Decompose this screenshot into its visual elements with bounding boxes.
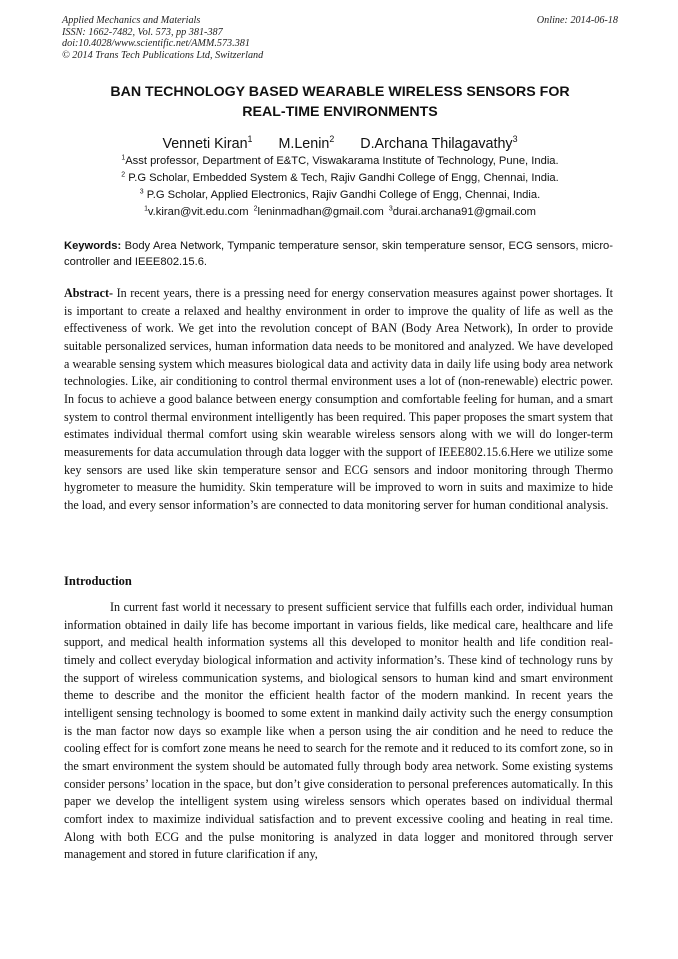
affiliation bbox=[62, 153, 618, 170]
introduction-heading: Introduction bbox=[64, 574, 132, 588]
author-superscript: 2 bbox=[329, 134, 335, 145]
journal-header bbox=[62, 15, 618, 61]
affiliations bbox=[62, 153, 618, 221]
keywords-text: Body Area Network, Tympanic temperature sensor, skin temperature sensor, ECG sensors, micro-controller and IEEE802.15.6. bbox=[64, 240, 614, 268]
journal-copyright: © 2014 Trans Tech Publications Ltd, Switzerland bbox=[62, 49, 264, 61]
email-superscript: 2 bbox=[253, 205, 258, 213]
author-list bbox=[62, 135, 618, 153]
email-address: v.kiran@vit.edu.com bbox=[147, 206, 249, 218]
email-superscript: 1 bbox=[144, 205, 148, 213]
email-list bbox=[62, 204, 618, 221]
email bbox=[389, 206, 536, 218]
affiliation-text: Asst professor, Department of E&TC, Viswakarama Institute of Technology, Pune, India. bbox=[125, 155, 559, 167]
affiliation-superscript: 1 bbox=[121, 154, 126, 162]
email bbox=[144, 206, 249, 218]
abstract-paragraph bbox=[64, 285, 613, 515]
author-name: Venneti Kiran bbox=[162, 136, 248, 152]
affiliation-superscript: 2 bbox=[121, 171, 126, 179]
email-address: leninmadhan@gmail.com bbox=[257, 206, 384, 218]
author bbox=[278, 136, 334, 152]
author bbox=[360, 136, 517, 152]
email bbox=[254, 206, 384, 218]
author bbox=[162, 136, 252, 152]
title-line-2: REAL-TIME ENVIRONMENTS bbox=[242, 104, 438, 120]
abstract-text: In recent years, there is a pressing need for energy conservation measures against power shortages. It is important to create a relaxed and healthy environment in order to improve the quality of life as well as the effectiveness of work. We get into the revolution concept of BAN (Body Area Network), In order to provide suitable personalized services, human information data needs to be monitored and analyzed. We have developed a wearable sensing system which measures biological data and activity data in daily life using body area network technologies. Like, air conditioning to control thermal environment uses a lot of (non-renewable) electric power. In focus to achieve a good balance between energy consumption and comfortable feeling for human, and a smart system to control thermal environment intelligently has been required. This paper proposes the smart system that estimates individual thermal comfort using skin wearable wireless sensors along with we will do longer-term measurements for data accumulation through data logger with the support of IEEE802.15.6.Here we utilize some key sensors are used like skin temperature sensor and ECG sensors and indoor monitoring through Thermo hygrometer to measure the humidity. Skin temperature will be improved to worn in suits and maximize to hide the load, and every sensor information’s are connected to data monitoring server for human conditional analysis. bbox=[64, 286, 613, 512]
affiliation-text: P.G Scholar, Applied Electronics, Rajiv Gandhi College of Engg, Chennai, India. bbox=[143, 189, 541, 201]
author-name: D.Archana Thilagavathy bbox=[360, 136, 513, 152]
email-superscript: 3 bbox=[388, 205, 393, 213]
keywords-paragraph bbox=[64, 238, 613, 270]
online-date: Online: 2014-06-18 bbox=[536, 15, 618, 26]
journal-issn: ISSN: 1662-7482, Vol. 573, pp 381-387 bbox=[62, 26, 223, 38]
title-line-1: BAN TECHNOLOGY BASED WEARABLE WIRELESS SENSORS FOR bbox=[110, 84, 570, 100]
journal-doi: doi:10.4028/www.scientific.net/AMM.573.381 bbox=[62, 38, 250, 49]
paper-title bbox=[62, 82, 618, 122]
affiliation bbox=[62, 170, 618, 187]
affiliation-superscript: 3 bbox=[139, 188, 144, 196]
introduction-paragraph: In current fast world it necessary to present sufficient service that fulfills each order, individual human information obtained in daily life has become important in various fields, like medical care, healthcare and life support, and medical health information systems all this developed to monitor health and life condition real-timely and collect everyday biological information and activity information’s. These kind of technology runs by the support of wireless communication systems, and biological sensors to human kind and smart environment theme to describe and the monitor the efficient health factor of the modern mankind. In recent years the intelligent sensing technology is boomed to some extent in mankind daily activity such the energy consumption is the man factor now days so example like when a person using the air condition and he need to reduce the cooling effect for is comfort zone means he need to search for the remote and it reduced to its comfort zone, so in the smart environment the system should be automated fully through body area network. Some existing systems consider persons’ location in the space, but don’t give consideration to personal preferences automatically. In this paper we develop the intelligent system using wireless sensors which operates based on individual thermal comfort index to maximize individual satisfaction and to prevent excessive cooling and heating in real time. Along with both ECG and the pulse monitoring is analyzed in data logger and monitored through server management and stored in future clarification if any, bbox=[64, 600, 613, 862]
affiliation bbox=[62, 187, 618, 204]
author-superscript: 1 bbox=[247, 134, 253, 145]
abstract-label: Abstract- bbox=[64, 286, 114, 300]
keywords-label: Keywords: bbox=[64, 240, 122, 252]
journal-name: Applied Mechanics and Materials bbox=[62, 15, 201, 26]
affiliation-text: P.G Scholar, Embedded System & Tech, Rajiv Gandhi College of Engg, Chennai, India. bbox=[125, 172, 559, 184]
author-name: M.Lenin bbox=[278, 136, 330, 152]
author-superscript: 3 bbox=[512, 134, 518, 145]
email-address: durai.archana91@gmail.com bbox=[392, 206, 536, 218]
